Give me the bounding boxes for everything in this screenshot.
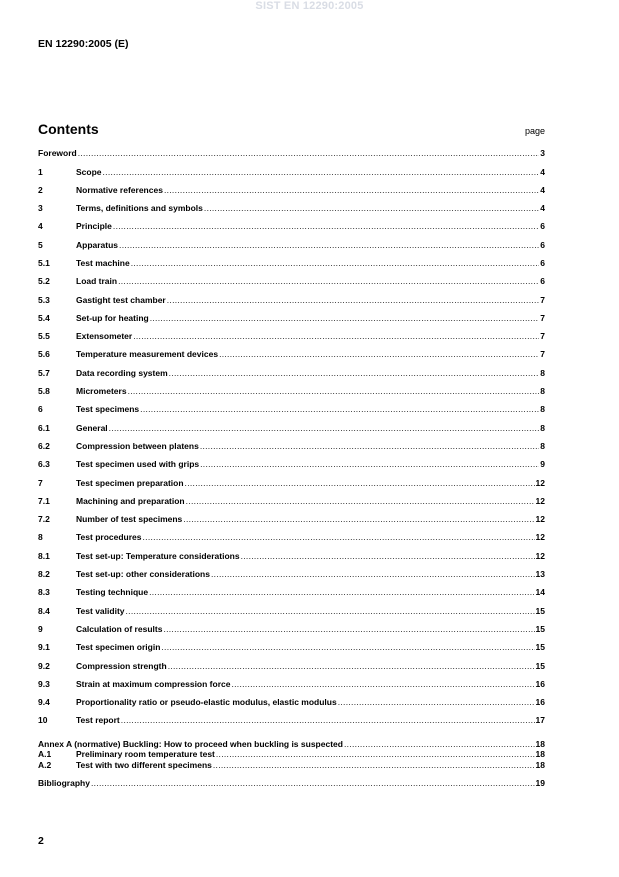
toc-leader-dots xyxy=(113,221,539,231)
toc-entry-number: 9.4 xyxy=(38,697,50,708)
toc-entry-number: 5.1 xyxy=(38,257,50,268)
toc-entry[interactable] xyxy=(38,368,545,386)
toc-entry-number: 5 xyxy=(38,239,43,250)
toc-entry-number: 6 xyxy=(38,404,43,415)
toc-entry-number: 1 xyxy=(38,166,43,177)
toc-entry-title: Compression between platens xyxy=(76,440,199,451)
toc-entry-page: 8 xyxy=(540,422,545,433)
toc-leader-dots xyxy=(169,368,540,378)
toc-leader-dots xyxy=(183,514,534,524)
toc-entry-page: 4 xyxy=(540,184,545,195)
toc-entry-page: 3 xyxy=(540,148,545,158)
toc-leader-dots xyxy=(91,778,535,788)
toc-entry[interactable] xyxy=(38,532,545,550)
toc-entry-title: Test specimen origin xyxy=(76,642,161,653)
page-column-label: page xyxy=(524,126,545,136)
toc-entry-title: Test specimen used with grips xyxy=(76,459,200,470)
toc-leader-dots xyxy=(344,739,535,749)
toc-leader-dots xyxy=(78,148,540,158)
toc-leader-dots xyxy=(128,386,540,396)
toc-entry-title: Testing technique xyxy=(76,587,149,598)
toc-entry-number: A.2 xyxy=(38,759,52,770)
toc-entry-title: Test with two different specimens xyxy=(76,759,212,770)
toc-entry-number: 8.4 xyxy=(38,605,50,616)
toc-entry-number: 9.3 xyxy=(38,678,50,689)
toc-leader-dots xyxy=(118,276,539,286)
toc-entry-page: 8 xyxy=(540,367,545,378)
toc-leader-dots xyxy=(231,679,534,689)
toc-entry-number: 9.1 xyxy=(38,642,50,653)
toc-leader-dots xyxy=(200,459,539,469)
toc-entry-title: Number of test specimens xyxy=(76,514,183,525)
toc-entry-title: Micrometers xyxy=(76,386,127,397)
toc-entry[interactable] xyxy=(38,587,545,605)
toc-entry-page: 16 xyxy=(535,697,545,708)
toc-entry-title: Test set-up: Temperature considerations xyxy=(76,550,240,561)
toc-entry-page: 6 xyxy=(540,276,545,287)
toc-leader-dots xyxy=(185,478,535,488)
toc-entry-number: 8 xyxy=(38,532,43,543)
toc-entry-number: 8.3 xyxy=(38,587,50,598)
toc-leader-dots xyxy=(186,496,535,506)
toc-entry[interactable] xyxy=(38,276,545,294)
toc-entry-title: Test specimens xyxy=(76,404,140,415)
toc-entry-page: 15 xyxy=(535,660,545,671)
toc-entry-title: Preliminary room temperature test xyxy=(76,749,215,760)
toc-entry-title: Principle xyxy=(76,221,112,232)
toc-entry-page: 13 xyxy=(535,569,545,580)
toc-entry-number: 2 xyxy=(38,184,43,195)
toc-entry-number: 5.5 xyxy=(38,331,50,342)
toc-entry[interactable] xyxy=(38,514,545,532)
toc-entry[interactable] xyxy=(38,606,545,624)
toc-entry-page: 19 xyxy=(535,778,545,789)
toc-entry-number: 5.3 xyxy=(38,294,50,305)
toc-leader-dots xyxy=(211,569,535,579)
toc-entry-page: 4 xyxy=(540,166,545,177)
toc-entry[interactable] xyxy=(38,167,545,185)
toc-entry[interactable] xyxy=(38,642,545,660)
toc-entry[interactable] xyxy=(38,240,545,258)
page-number: 2 xyxy=(38,835,44,847)
toc-entry[interactable] xyxy=(38,679,545,697)
toc-entry[interactable] xyxy=(38,551,545,569)
toc-entry-title: Terms, definitions and symbols xyxy=(76,203,203,214)
toc-entry-page: 14 xyxy=(535,587,545,598)
toc-entry[interactable] xyxy=(38,221,545,239)
toc-entry-number: 9 xyxy=(38,623,43,634)
toc-entry-page: 16 xyxy=(535,678,545,689)
toc-leader-dots xyxy=(109,423,540,433)
toc-entry-number: 6.1 xyxy=(38,422,50,433)
toc-entry[interactable] xyxy=(38,423,545,441)
table-of-contents xyxy=(38,148,545,797)
toc-entry-page: 15 xyxy=(535,642,545,653)
toc-entry[interactable] xyxy=(38,459,545,477)
toc-entries xyxy=(38,167,545,734)
toc-leader-dots xyxy=(213,760,535,770)
toc-leader-dots xyxy=(219,349,539,359)
toc-entry-title: Bibliography xyxy=(38,778,90,789)
toc-entry-number: 5.7 xyxy=(38,367,50,378)
toc-entry-number: 3 xyxy=(38,203,43,214)
toc-leader-dots xyxy=(126,606,535,616)
toc-annex-items xyxy=(38,749,545,770)
toc-entry[interactable] xyxy=(38,349,545,367)
toc-entry[interactable] xyxy=(38,331,545,349)
toc-entry-title: General xyxy=(76,422,108,433)
toc-entry-page: 8 xyxy=(540,386,545,397)
toc-entry-page: 12 xyxy=(535,495,545,506)
toc-entry-page: 12 xyxy=(535,477,545,488)
toc-entry-page: 8 xyxy=(540,404,545,415)
toc-entry-number: 7.2 xyxy=(38,514,50,525)
toc-entry-number: 8.2 xyxy=(38,569,50,580)
toc-entry-page: 12 xyxy=(535,514,545,525)
toc-entry-number: A.1 xyxy=(38,749,52,760)
toc-entry-title: Strain at maximum compression force xyxy=(76,678,231,689)
toc-entry-number: 9.2 xyxy=(38,660,50,671)
toc-entry-page: 7 xyxy=(540,331,545,342)
toc-leader-dots xyxy=(161,642,534,652)
toc-leader-dots xyxy=(241,551,535,561)
toc-entry-page: 9 xyxy=(540,459,545,470)
toc-leader-dots xyxy=(143,532,535,542)
toc-entry-number: 5.8 xyxy=(38,386,50,397)
toc-entry-number: 7.1 xyxy=(38,495,50,506)
toc-entry-page: 15 xyxy=(535,605,545,616)
toc-entry-title: Test procedures xyxy=(76,532,142,543)
toc-entry-title: Gastight test chamber xyxy=(76,294,166,305)
toc-entry[interactable] xyxy=(38,661,545,679)
toc-leader-dots xyxy=(338,697,535,707)
toc-entry-number: 7 xyxy=(38,477,43,488)
toc-entry-bibliography[interactable] xyxy=(38,778,545,796)
toc-entry-title: Apparatus xyxy=(76,239,119,250)
toc-entry-title: Temperature measurement devices xyxy=(76,349,219,360)
toc-entry-number: 8.1 xyxy=(38,550,50,561)
toc-leader-dots xyxy=(121,715,535,725)
toc-entry-page: 8 xyxy=(540,440,545,451)
toc-entry-title: Data recording system xyxy=(76,367,168,378)
toc-entry[interactable] xyxy=(38,478,545,496)
toc-entry-page: 7 xyxy=(540,349,545,360)
toc-entry-page: 12 xyxy=(535,532,545,543)
toc-entry-page: 15 xyxy=(535,623,545,634)
toc-entry-number: 4 xyxy=(38,221,43,232)
toc-entry-page: 18 xyxy=(535,749,545,760)
toc-leader-dots xyxy=(168,661,535,671)
toc-entry-page: 17 xyxy=(535,715,545,726)
toc-entry-title: Machining and preparation xyxy=(76,495,185,506)
toc-entry-page: 6 xyxy=(540,239,545,250)
toc-entry-title: Calculation of results xyxy=(76,623,163,634)
toc-entry[interactable] xyxy=(38,749,545,760)
toc-entry[interactable] xyxy=(38,313,545,331)
toc-entry-title: Scope xyxy=(76,166,102,177)
toc-entry[interactable] xyxy=(38,624,545,642)
toc-entry[interactable] xyxy=(38,496,545,514)
toc-leader-dots xyxy=(200,441,539,451)
toc-entry-title: Compression strength xyxy=(76,660,167,671)
toc-entry-number: 10 xyxy=(38,715,48,726)
toc-entry-number: 5.2 xyxy=(38,276,50,287)
toc-entry-title: Foreword xyxy=(38,148,77,158)
toc-entry[interactable] xyxy=(38,295,545,313)
toc-entry-page: 7 xyxy=(540,294,545,305)
toc-entry-annex-a[interactable] xyxy=(38,739,545,750)
toc-entry-title: Test specimen preparation xyxy=(76,477,184,488)
toc-entry-title: Annex A (normative) Buckling: How to proceed when buckling is suspected xyxy=(38,738,343,749)
toc-entry-page: 6 xyxy=(540,221,545,232)
toc-entry-title: Load train xyxy=(76,276,118,287)
toc-entry-title: Test validity xyxy=(76,605,125,616)
toc-entry-page: 4 xyxy=(540,203,545,214)
toc-entry-number: 5.4 xyxy=(38,312,50,323)
toc-leader-dots xyxy=(131,258,540,268)
toc-entry[interactable] xyxy=(38,404,545,422)
toc-entry[interactable] xyxy=(38,569,545,587)
toc-entry-number: 6.2 xyxy=(38,440,50,451)
toc-leader-dots xyxy=(216,749,535,759)
toc-entry[interactable] xyxy=(38,185,545,203)
toc-entry-number: 5.6 xyxy=(38,349,50,360)
toc-entry[interactable] xyxy=(38,386,545,404)
toc-entry-page: 18 xyxy=(535,759,545,770)
toc-leader-dots xyxy=(140,404,539,414)
toc-leader-dots xyxy=(150,313,540,323)
toc-leader-dots xyxy=(103,167,540,177)
toc-entry-foreword[interactable] xyxy=(38,148,545,167)
toc-entry[interactable] xyxy=(38,760,545,771)
toc-entry-title: Proportionality ratio or pseudo-elastic modulus, elastic modulus xyxy=(76,697,337,708)
toc-leader-dots xyxy=(149,587,534,597)
toc-entry[interactable] xyxy=(38,441,545,459)
standard-code: EN 12290:2005 (E) xyxy=(38,38,129,50)
toc-entry-page: 18 xyxy=(535,738,545,749)
toc-entry-title: Extensometer xyxy=(76,331,133,342)
toc-entry-number: 6.3 xyxy=(38,459,50,470)
contents-title: Contents xyxy=(38,121,99,137)
toc-entry-page: 6 xyxy=(540,257,545,268)
watermark: SIST EN 12290:2005 xyxy=(255,0,364,12)
toc-entry-title: Set-up for heating xyxy=(76,312,149,323)
toc-entry-title: Normative references xyxy=(76,184,163,195)
toc-entry[interactable] xyxy=(38,697,545,715)
toc-leader-dots xyxy=(133,331,539,341)
toc-entry-page: 7 xyxy=(540,312,545,323)
toc-entry-page: 12 xyxy=(535,550,545,561)
toc-entry-title: Test set-up: other considerations xyxy=(76,569,210,580)
toc-leader-dots xyxy=(163,624,534,634)
toc-entry[interactable] xyxy=(38,715,545,733)
toc-entry[interactable] xyxy=(38,258,545,276)
toc-entry-title: Test report xyxy=(76,715,120,726)
toc-leader-dots xyxy=(164,185,539,195)
toc-leader-dots xyxy=(167,295,540,305)
toc-leader-dots xyxy=(204,203,539,213)
toc-entry-title: Test machine xyxy=(76,257,130,268)
toc-entry[interactable] xyxy=(38,203,545,221)
toc-leader-dots xyxy=(119,240,539,250)
